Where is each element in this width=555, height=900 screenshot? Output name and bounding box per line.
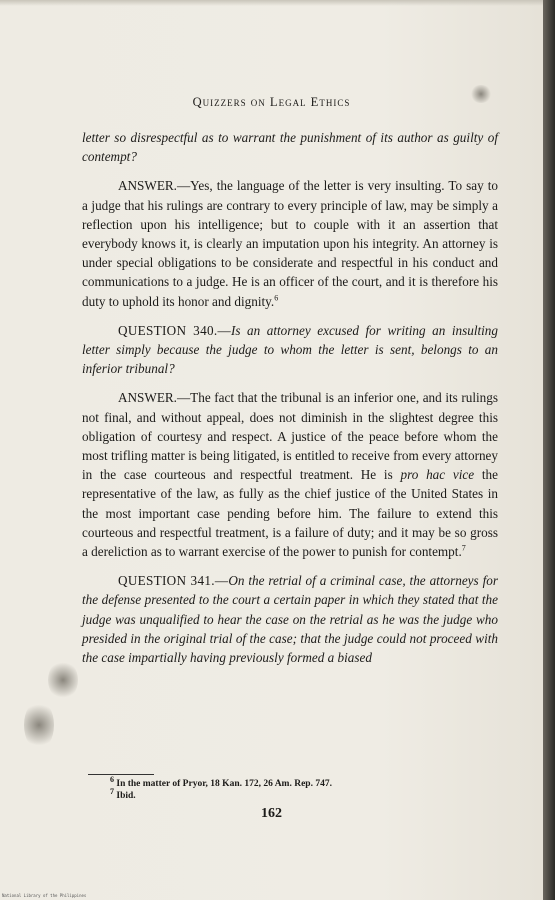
answer-text-b: the representative of the law, as fully as the chief justice of the United States in the most important case pending before him. The failure to extend this courteous and respectful treatment, is a failure of duty; and it may be so gross a dereliction as to warrant exercise of the power to punish for contempt. xyxy=(82,467,498,560)
page-top-shadow xyxy=(0,0,543,6)
question-340 xyxy=(82,321,498,379)
page-smudge xyxy=(24,700,54,750)
answer-text: ANSWER.—Yes, the language of the letter is very insulting. To say to a judge that his rulings are contrary to every principle of law, may be simply a reflection upon his intelligence; but to couple with it an assertion that everybody knows it, is clearly an imputation upon his integrity. An attorney is under special obligations to be considerate and respectful in his conduct and communications to a judge. He is an officer of the court, and it is therefore his duty to uphold its honor and dignity. xyxy=(82,178,498,309)
scan-credit: National Library of the Philippines xyxy=(2,893,87,898)
latin-phrase: pro hac vice xyxy=(400,467,475,483)
footnote-7 xyxy=(110,786,490,802)
question-number: QUESTION 340.— xyxy=(118,322,231,338)
answer-text-a: ANSWER.—The fact that the tribunal is an inferior one, and its rulings not final, and without appeal, does not diminish in the slightest degree this obligation of courtesy and respect. A justice of the peace before whom the most trifling matter is being litigated, is entitled to receive from every attorney in the case courteous and respectful treatment. He is xyxy=(82,390,498,483)
footnote-ref: 7 xyxy=(461,543,466,553)
question-341 xyxy=(82,571,498,667)
footnote-text: Ibid. xyxy=(116,791,136,801)
running-header: Quizzers on Legal Ethics xyxy=(192,95,351,109)
footnote-divider xyxy=(88,774,154,775)
question-text: Is an attorney excused for writing an insulting letter simply because the judge to whom the letter is sent, belongs to an inferior tribunal? xyxy=(82,322,498,377)
question-number: QUESTION 341.— xyxy=(118,573,229,589)
footnote-text: In the matter of Pryor, 18 Kan. 172, 26 Am. Rep. 747. xyxy=(116,779,332,789)
footnote-ref: 6 xyxy=(274,293,279,303)
body-text xyxy=(82,128,498,677)
footnote-mark: 6 xyxy=(110,774,114,784)
book-binding-edge xyxy=(543,0,555,900)
question-text: On the retrial of a criminal case, the attorneys for the defense presented to the court a certain paper in which they stated that the judge was unqualified to hear the case on the retrial as he was the judge who presided in the original trial of the case; that the judge could not proceed with the case impartially having previously formed a biased xyxy=(82,573,498,666)
footnote-mark: 7 xyxy=(110,786,114,796)
question-continuation: letter so disrespectful as to warrant the punishment of its author as guilty of contempt? xyxy=(82,130,498,165)
page-smudge xyxy=(48,660,78,700)
answer-paragraph xyxy=(82,388,498,561)
answer-paragraph xyxy=(82,176,498,310)
footnotes xyxy=(110,774,490,802)
footnote-6 xyxy=(110,774,490,790)
page-number: 162 xyxy=(261,806,282,821)
